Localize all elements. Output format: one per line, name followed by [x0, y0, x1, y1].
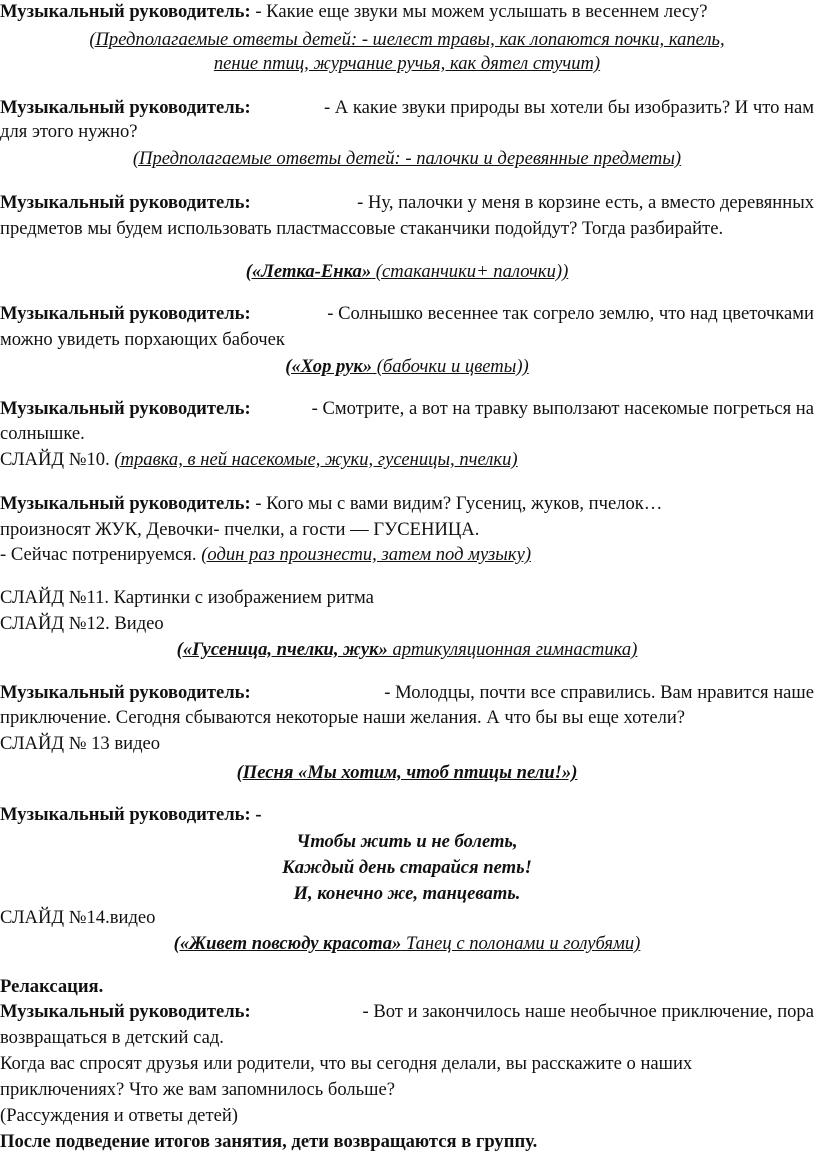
speaker-label: Музыкальный руководитель:	[0, 398, 251, 419]
question-continuation: для этого нужно?	[0, 121, 138, 142]
line-b11-question	[0, 1000, 814, 1024]
question-text: Когда вас спросят друзья или родители, что вы сегодня делали, вы расскажите о наших	[0, 1053, 693, 1074]
question-text: - Кого мы с вами видим? Гусениц, жуков, пчелок…	[255, 493, 663, 514]
line-b2-question	[0, 96, 814, 120]
question-text: - Солнышко весеннее так согрело землю, что над цветочками	[327, 303, 814, 324]
slide-14-line: СЛАЙД №14.видео	[0, 907, 156, 928]
line-b10-speaker	[0, 803, 814, 827]
question-continuation: можно увидеть порхающих бабочек	[0, 329, 285, 350]
slide-12-line: СЛАЙД №12. Видео	[0, 613, 164, 634]
question-line-4: приключениях? Что же вам запомнилось больше?	[0, 1079, 395, 1100]
speaker-label: Музыкальный руководитель:	[0, 804, 251, 825]
slide-10-line	[0, 448, 814, 472]
poem-line-2: Каждый день старайся петь!	[282, 857, 532, 878]
slide-13-line: СЛАЙД № 13 видео	[0, 733, 161, 754]
song-title	[0, 761, 814, 785]
closing-line	[0, 1130, 814, 1154]
speaker-label: Музыкальный руководитель:	[0, 1, 251, 22]
speaker-label: Музыкальный руководитель:	[0, 97, 251, 118]
expected-answers-line-2: пение птиц, журчание ручья, как дятел стучит)	[213, 53, 601, 74]
activity-hor-ruk	[0, 355, 814, 379]
activity-gusenica	[0, 638, 814, 662]
speaker-label: Музыкальный руководитель:	[0, 682, 251, 703]
activity-note: Танец с полонами и голубями)	[401, 933, 641, 954]
question-continuation: возвращаться в детский сад.	[0, 1027, 224, 1048]
activity-krasota	[0, 932, 814, 956]
activity-letka-enka	[0, 260, 814, 284]
line-b5-question	[0, 302, 814, 326]
closing-text: После подведение итогов занятия, дети возвращаются в группу.	[0, 1131, 538, 1152]
question-text: - Вот и закончилось наше необычное приключение, пора	[362, 1001, 814, 1022]
activity-note: (стаканчики+ палочки))	[371, 261, 569, 282]
activity-note: (бабочки и цветы))	[372, 356, 529, 377]
speaker-dash: -	[250, 804, 262, 825]
question-text: - Молодцы, почти все справились. Вам нравится наше	[384, 682, 814, 703]
line-b6-question	[0, 397, 814, 421]
question-continuation: предметов мы будем использовать пластмассовые стаканчики подойдут? Тогда разбирайте.	[0, 218, 724, 239]
question-line-3	[0, 1052, 814, 1076]
line-b1-question	[0, 0, 814, 24]
practice-text: - Сейчас потренируемся.	[0, 544, 197, 565]
slide-11-line: СЛАЙД №11. Картинки с изображением ритма	[0, 587, 374, 608]
speaker-label: Музыкальный руководитель:	[0, 493, 251, 514]
question-text: - Смотрите, а вот на травку выползают насекомые погреться на	[311, 398, 814, 419]
speaker-label: Музыкальный руководитель:	[0, 303, 251, 324]
line-b3-question	[0, 191, 814, 215]
expected-answers-line: (Предполагаемые ответы детей: - палочки и деревянные предметы)	[132, 148, 682, 169]
relaxation-heading	[0, 975, 814, 999]
activity-note: артикуляционная гимнастика)	[387, 639, 638, 660]
question-continuation: приключение. Сегодня сбываются некоторые наши желания. А что бы вы еще хотели?	[0, 707, 686, 728]
speaker-label: Музыкальный руководитель:	[0, 1001, 251, 1022]
speaker-label: Музыкальный руководитель:	[0, 192, 251, 213]
song-title-text: (Песня «Мы хотим, чтоб птицы пели!»)	[236, 762, 578, 783]
poem-line-3: И, конечно же, танцевать.	[293, 883, 521, 904]
activity-title: («Гусеница, пчелки, жук»	[176, 639, 388, 660]
activity-title: («Летка-Енка»	[245, 261, 372, 282]
slide-label: СЛАЙД №10.	[0, 449, 110, 470]
poem-line-1: Чтобы жить и не болеть,	[296, 831, 518, 852]
line-b7-practice	[0, 543, 814, 567]
question-text: - А какие звуки природы вы хотели бы изобразить? И что нам	[323, 97, 814, 118]
question-text: - Какие еще звуки мы можем услышать в весеннем лесу?	[255, 1, 708, 22]
activity-title: («Хор рук»	[285, 356, 373, 377]
reasoning-line: (Рассуждения и ответы детей)	[0, 1105, 238, 1126]
relaxation-title: Релаксация.	[0, 976, 104, 997]
activity-title: («Живет повсюду красота»	[173, 933, 402, 954]
expected-answers-line-1: (Предполагаемые ответы детей: - шелест травы, как лопаются почки, капель,	[89, 29, 725, 50]
slide-note: (травка, в ней насекомые, жуки, гусеницы, пчелки)	[114, 449, 518, 470]
line-b9-question	[0, 681, 814, 705]
practice-note: (один раз произнести, затем под музыку)	[201, 544, 532, 565]
question-continuation: солнышке.	[0, 423, 85, 444]
line-b7-question	[0, 492, 814, 516]
line-b7-roles: произносят ЖУК, Девочки- пчелки, а гости — ГУСЕНИЦА.	[0, 519, 480, 540]
question-text: - Ну, палочки у меня в корзине есть, а вместо деревянных	[357, 192, 814, 213]
